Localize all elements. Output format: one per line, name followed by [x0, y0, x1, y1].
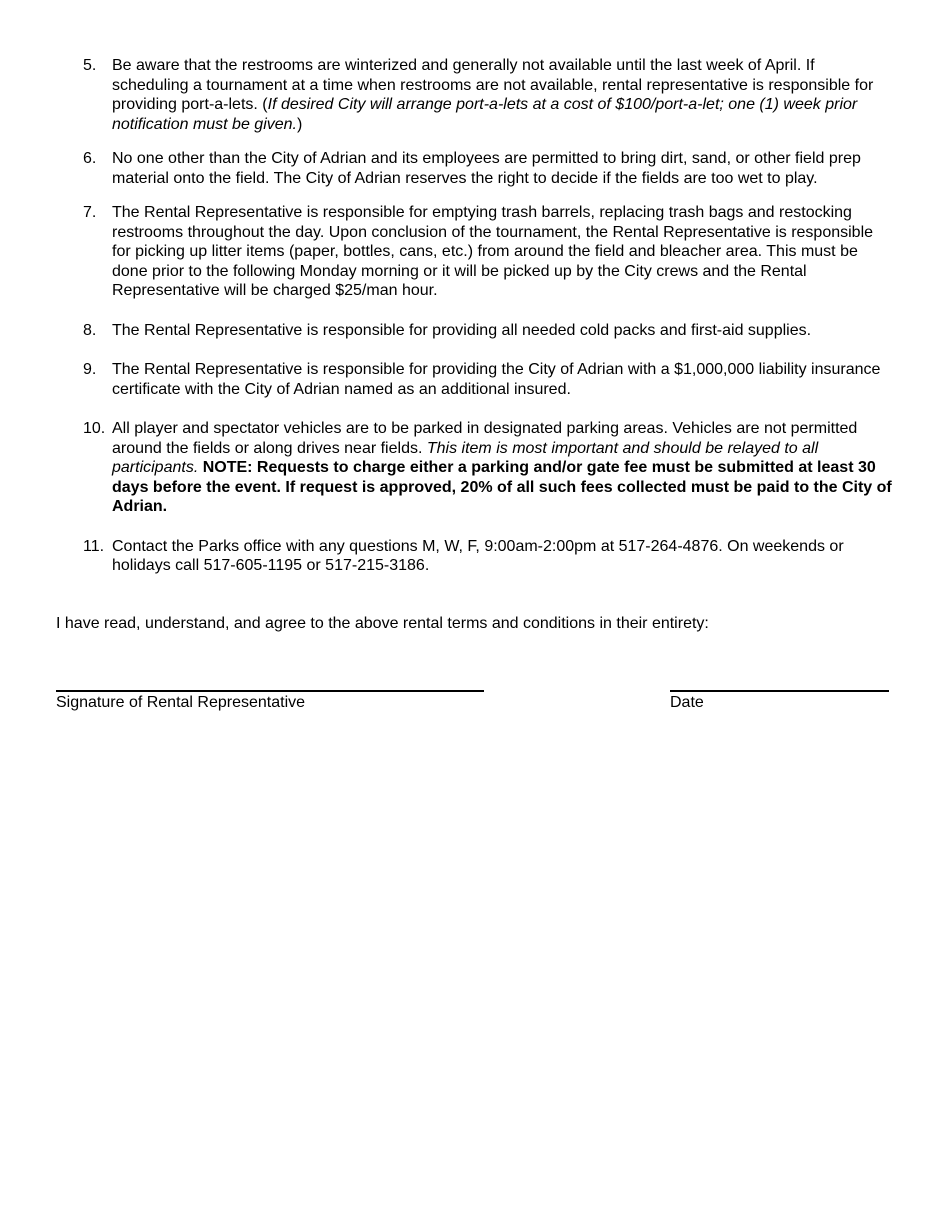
list-item: [0, 203, 950, 301]
item-number: 6.: [83, 150, 97, 167]
item-number: 10.: [83, 420, 106, 437]
item-number: 11.: [83, 537, 105, 555]
list-item: [0, 419, 950, 517]
item-italic-note: If desired City will arrange port-a-lets at a cost of $100/port-a-let; one (1) week prior notification must be given.: [112, 96, 858, 133]
item-italic-note: This item is most important and should be relayed to all participants.: [112, 439, 819, 476]
date-line[interactable]: [670, 690, 889, 692]
item-bold-note: NOTE: Requests to charge either a parking and/or gate fee must be submitted at least 30 days before the event. If request is approved, 20% of all such fees collected must be paid to the City of Adrian.: [112, 459, 892, 515]
date-label: Date: [670, 694, 704, 711]
item-text: Contact the Parks office with any questions M, W, F, 9:00am-2:00pm at 517-264-4876. On weekends or holidays call 517-605-1195 or 517-215-3186.: [112, 537, 844, 574]
item-number: 5.: [83, 57, 97, 74]
agreement-statement: I have read, understand, and agree to the above rental terms and conditions in their entirety:: [56, 615, 709, 632]
item-number: 7.: [83, 204, 97, 221]
list-item: [0, 537, 950, 576]
item-text: The Rental Representative is responsible for providing all needed cold packs and first-aid supplies.: [112, 321, 812, 339]
item-number: 8.: [83, 321, 97, 339]
list-item: [0, 360, 950, 399]
list-item: [0, 321, 950, 341]
list-item: [0, 149, 950, 188]
item-text: No one other than the City of Adrian and its employees are permitted to bring dirt, sand, or other field prep material onto the field. The City of Adrian reserves the right to decide if the fields are too wet to play.: [112, 150, 861, 187]
item-text: The Rental Representative is responsible for providing the City of Adrian with a $1,000,000 liability insurance certificate with the City of Adrian named as an additional insured.: [112, 361, 881, 398]
signature-line[interactable]: [56, 690, 484, 692]
signature-label: Signature of Rental Representative: [56, 694, 306, 711]
item-text: The Rental Representative is responsible for emptying trash barrels, replacing trash bags and restocking restrooms throughout the day. Upon conclusion of the tournament, the Rental Representative is responsible for picking up litter items (paper, bottles, cans, etc.) from around the field and bleacher area. This must be done prior to the following Monday morning or it will be picked up by the City crews and the Rental Representative will be charged $25/man hour.: [112, 204, 874, 299]
item-text: Be aware that the restrooms are winterized and generally not available until the last week of April. If scheduling a tournament at a time when restrooms are not available, rental representative is responsible for providing port-a-lets. (If desired City will arrange port-a-lets at a cost of $100/port-a-let; one (1) week prior notification must be given.): [112, 57, 874, 133]
terms-list: [0, 56, 950, 590]
item-text: All player and spectator vehicles are to be parked in designated parking areas. Vehicles are not permitted around the fields or along drives near fields. This item is most important and should be relayed to all participants. NOTE: Requests to charge either a parking and/or gate fee must be submitted at least 30 days before the event. If request is approved, 20% of all such fees collected must be paid to the City of Adrian.: [112, 420, 892, 515]
list-item: [0, 56, 950, 134]
item-number: 9.: [83, 361, 97, 378]
